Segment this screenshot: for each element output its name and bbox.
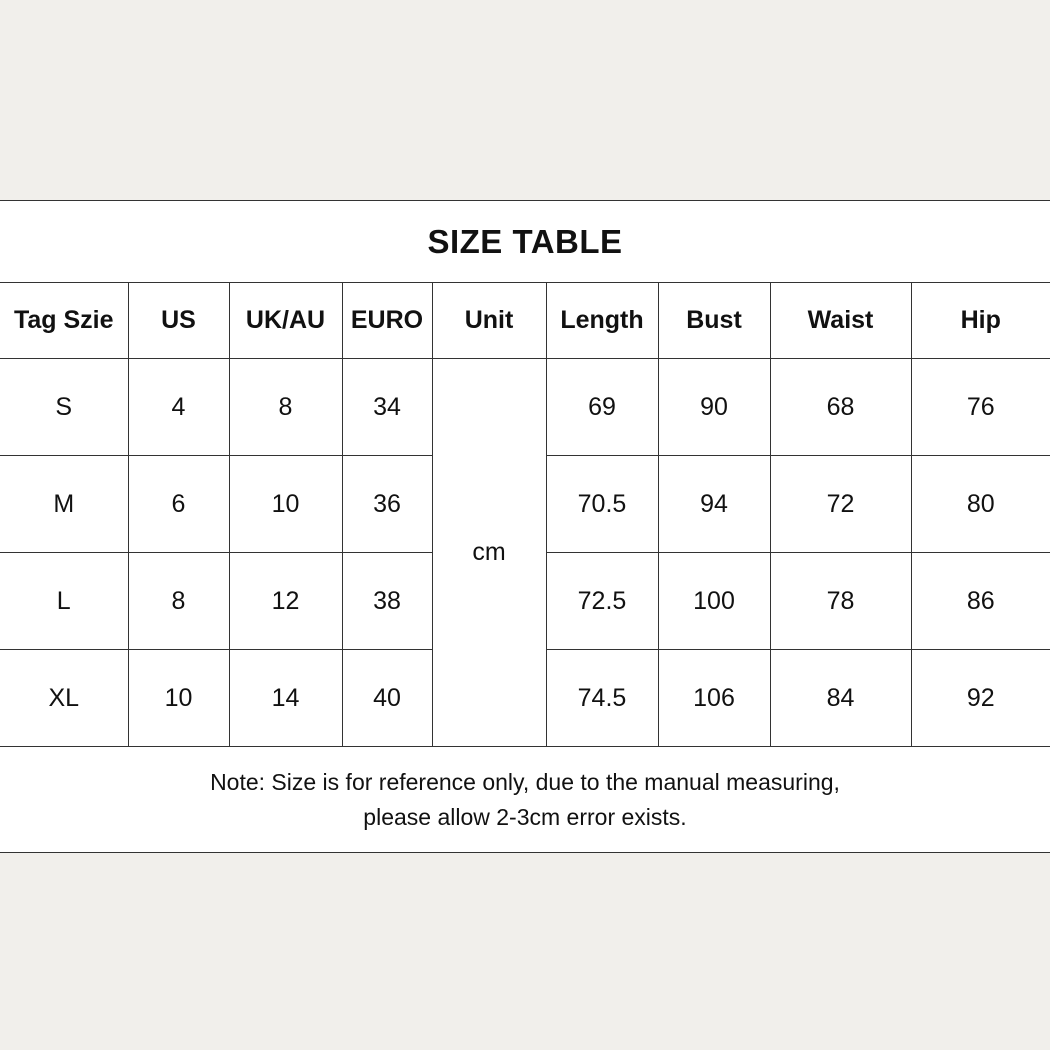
cell-bust: 100 [658, 553, 770, 650]
table-header-row [0, 283, 1050, 359]
header-waist: Waist [770, 283, 911, 359]
cell-euro: 34 [342, 359, 432, 456]
size-chart-panel [0, 200, 1050, 853]
cell-tag: S [0, 359, 128, 456]
cell-euro: 38 [342, 553, 432, 650]
header-uk-au: UK/AU [229, 283, 342, 359]
cell-length: 72.5 [546, 553, 658, 650]
header-bust: Bust [658, 283, 770, 359]
cell-euro: 40 [342, 650, 432, 747]
header-length: Length [546, 283, 658, 359]
cell-waist: 68 [770, 359, 911, 456]
cell-bust: 94 [658, 456, 770, 553]
header-us: US [128, 283, 229, 359]
cell-unit: cm [432, 359, 546, 747]
note-line-2: please allow 2-3cm error exists. [363, 803, 687, 830]
header-unit: Unit [432, 283, 546, 359]
cell-waist: 78 [770, 553, 911, 650]
cell-uk-au: 12 [229, 553, 342, 650]
cell-us: 6 [128, 456, 229, 553]
size-note [0, 747, 1050, 852]
cell-hip: 92 [911, 650, 1050, 747]
cell-us: 4 [128, 359, 229, 456]
cell-tag: M [0, 456, 128, 553]
size-table-title: SIZE TABLE [0, 201, 1050, 283]
note-line-1: Note: Size is for reference only, due to the manual measuring, [210, 768, 840, 795]
header-hip: Hip [911, 283, 1050, 359]
cell-us: 8 [128, 553, 229, 650]
cell-us: 10 [128, 650, 229, 747]
cell-uk-au: 8 [229, 359, 342, 456]
header-euro: EURO [342, 283, 432, 359]
cell-bust: 106 [658, 650, 770, 747]
cell-euro: 36 [342, 456, 432, 553]
cell-hip: 86 [911, 553, 1050, 650]
cell-bust: 90 [658, 359, 770, 456]
cell-length: 70.5 [546, 456, 658, 553]
cell-length: 69 [546, 359, 658, 456]
size-table [0, 283, 1050, 747]
cell-hip: 80 [911, 456, 1050, 553]
table-row [0, 359, 1050, 456]
cell-uk-au: 10 [229, 456, 342, 553]
cell-tag: XL [0, 650, 128, 747]
cell-length: 74.5 [546, 650, 658, 747]
cell-waist: 72 [770, 456, 911, 553]
cell-tag: L [0, 553, 128, 650]
cell-uk-au: 14 [229, 650, 342, 747]
header-tag-size: Tag Szie [0, 283, 128, 359]
cell-hip: 76 [911, 359, 1050, 456]
cell-waist: 84 [770, 650, 911, 747]
